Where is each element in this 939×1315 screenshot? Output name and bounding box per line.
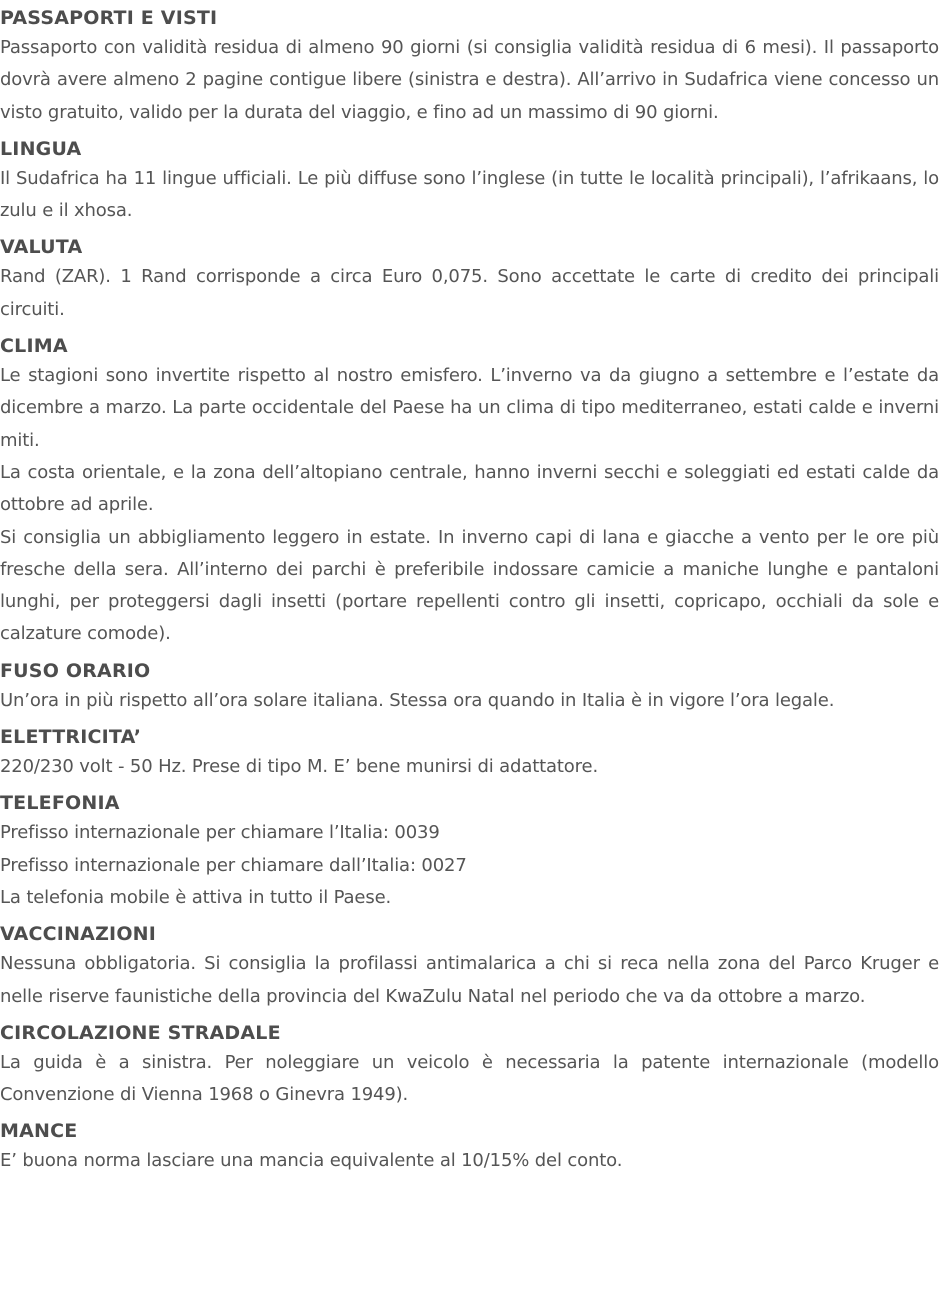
section-paragraph: La costa orientale, e la zona dell’altopiano centrale, hanno inverni secchi e soleggiati ed estati calde da ottobre ad aprile.	[0, 461, 939, 516]
section-heading: ELETTRICITA’	[0, 726, 142, 749]
section-paragraph: Un’ora in più rispetto all’ora solare italiana. Stessa ora quando in Italia è in vigore l’ora legale.	[0, 689, 835, 711]
section-heading: MANCE	[0, 1120, 78, 1143]
section-heading: LINGUA	[0, 137, 82, 160]
section-mance	[0, 1117, 939, 1177]
section-paragraph: La guida è a sinistra. Per noleggiare un veicolo è necessaria la patente internazionale (modello Convenzione di Vienna 1968 o Ginevra 1949).	[0, 1051, 939, 1106]
section-heading: CLIMA	[0, 335, 68, 358]
section-heading: FUSO ORARIO	[0, 659, 151, 682]
section-heading: VALUTA	[0, 236, 83, 259]
section-clima	[0, 332, 939, 651]
section-paragraph: Nessuna obbligatoria. Si consiglia la profilassi antimalarica a chi si reca nella zona del Parco Kruger e nelle riserve faunistiche della provincia del KwaZulu Natal nel periodo che va da ottobre a marzo.	[0, 953, 939, 1007]
section-paragraph: Rand (ZAR). 1 Rand corrisponde a circa Euro 0,075. Sono accettate le carte di credito dei principali circuiti.	[0, 266, 939, 320]
section-heading: PASSAPORTI E VISTI	[0, 7, 218, 29]
section-circolazione-stradale	[0, 1019, 939, 1112]
section-heading: TELEFONIA	[0, 792, 120, 815]
section-elettricita	[0, 723, 939, 783]
section-lingua	[0, 135, 939, 228]
section-vaccinazioni	[0, 920, 939, 1013]
section-paragraph: Il Sudafrica ha 11 lingue ufficiali. Le più diffuse sono l’inglese (in tutte le località principali), l’afrikaans, lo zulu e il xhosa.	[0, 167, 939, 222]
section-heading: CIRCOLAZIONE STRADALE	[0, 1021, 281, 1044]
section-paragraph: Passaporto con validità residua di almeno 90 giorni (si consiglia validità residua di 6 mesi). Il passaporto dovrà avere almeno 2 pagine contigue libere (sinistra e destra). All’arrivo in Sudafrica viene concesso un visto gratuito, valido per la durata del viaggio, e fino ad un massimo di 90 giorni.	[0, 37, 939, 123]
section-paragraph: Si consiglia un abbigliamento leggero in estate. In inverno capi di lana e giacche a vento per le ore più fresche della sera. All’interno dei parchi è preferibile indossare camicie a maniche lunghe e pantaloni lunghi, per proteggersi dagli insetti (portare repellenti contro gli insetti, copricapo, occhiali da sole e calzature comode).	[0, 526, 939, 645]
section-telefonia	[0, 789, 939, 914]
section-paragraph: 220/230 volt - 50 Hz. Prese di tipo M. E’ bene munirsi di adattatore.	[0, 756, 599, 778]
section-paragraph: Prefisso internazionale per chiamare l’Italia: 0039	[0, 822, 440, 844]
section-paragraph: Prefisso internazionale per chiamare dall’Italia: 0027	[0, 854, 467, 876]
section-paragraph: E’ buona norma lasciare una mancia equivalente al 10/15% del conto.	[0, 1150, 623, 1172]
section-fuso-orario	[0, 657, 939, 717]
section-valuta	[0, 233, 939, 326]
section-paragraph: Le stagioni sono invertite rispetto al nostro emisfero. L’inverno va da giugno a settembre e l’estate da dicembre a marzo. La parte occidentale del Paese ha un clima di tipo mediterraneo, estati calde e inverni miti.	[0, 365, 939, 451]
section-paragraph: La telefonia mobile è attiva in tutto il Paese.	[0, 886, 392, 908]
section-heading: VACCINAZIONI	[0, 923, 157, 946]
section-passaporti-e-visti	[0, 4, 939, 129]
